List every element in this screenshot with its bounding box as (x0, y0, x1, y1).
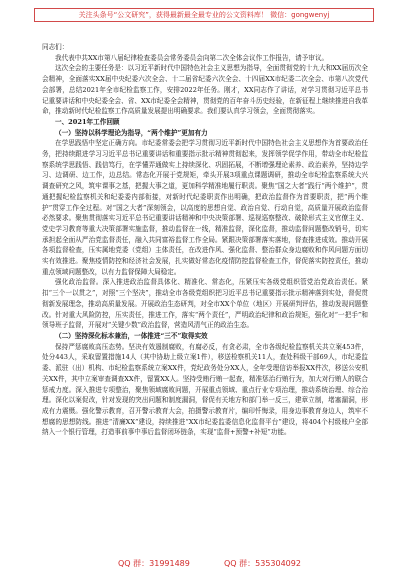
footer-qq-group-left: QQ 群：31991489 (118, 559, 190, 568)
salutation: 同志们： (42, 43, 69, 51)
header-banner: 关注头条号“公文研究”，获得最新最全最专业的公文资料库！ 微信：gongwenyj (34, 8, 374, 22)
footer-qq-group-right: QQ 群：535304092 (224, 559, 301, 568)
footer (0, 557, 408, 571)
body-paragraph: 这次全会的主要任务是：以习近平新时代中国特色社会主义思想为指导，全面贯彻党的十九大和XX届历次全会精神，全面落实XX届中央纪委六次全会、十二届省纪委六次全会、十四届XX市纪委二次全会、市第八次党代会部署，总结2021年全市纪检监察工作，安排2022年任务。刚才，XX同志作了讲话，对学习贯彻习近平总书记重要讲话和中央纪委全会、省、XX市纪委全会精神，贯彻党的百年奋斗历史经验，在新征程上继续推进自我革命，推动新时代纪检监察工作高质量发展提出明确要求。我们要认真学习领会，全面贯彻落实。 (42, 64, 368, 116)
subsection-heading: （二）坚持深化标本兼治，一体推进“三不”取得实效 (55, 331, 208, 340)
subsection-heading: （一）坚持以科学理论为指导，“两个维护”更加有力 (55, 128, 208, 137)
body-paragraph: 在学思践悟中坚定正确方向。市纪委常委会把学习贯彻习近平新时代中国特色社会主义思想作为首要政治任务，把持续跟进学习习近平总书记重要讲话和重要指示批示精神贯彻起来，发挥领学促学作用，带动全市纪检监察系统学思践悟、践信笃行，在学懂弄通做实上持续深化、巩固拓展，不断增强理论素养、政治素养，坚持边学习、边调研、边工作，边总结。常态化开展于党规矩，牵头开展3项重点课题调研，推动全市纪检监察系统大兴调查研究之风，筑牢课事之基，把握大事之道，更加科学精准地履行职责。聚焦“国之大者”践行“两个维护”，贯通把握纪检监察机关和纪委委内部衔接，对新时代纪委职责作出明确，把政治监督作为首要职责，把“两个维护”贯穿工作全过程。对“国之大者”深刻领会，以高度的思想自觉、政治自觉、行动自觉，高质量开展政治监督必然要求。聚焦贯彻落实习近平总书记重要讲话精神和中央决策部署、巡视巡察整改、破除形式主义官僚主义、党史学习教育等重大决策部署实施监督，推动监督在一线，精准监督，深化监督，推动监督问题整改销号，切实承担起全面从严治党监督责任，融入共同富裕监督工作全局。紧跟决策部署落实落地，督查推进成效。推动开展各项监督检查，压实属地党委（党组）主体责任，在改进作风、强化监督、整治群众身边腐败和作风问题方面切实有效推进。聚焦疫情防控和经济社会发展，扎实做好常态化疫情防控监督检查工作，督促落实防控责任，推动重点领域问题整改，以有力监督保障大局稳定。 (42, 139, 368, 276)
document-body (42, 42, 368, 438)
body-paragraph: 强化政治监督。深入推进政治监督具体化、精准化、常态化，压紧压实各级党组织管党治党政治责任。紧扣“三个一以贯之”，对照“三个坚决”，推动全市各级党组织把习近平总书记重要指示批示精神落到实处，督促贯彻新发展理念，推动高质量发展。开展政治生态研判，对全市XX个单位（地区）开展研判评估，推动发现问题整改。针对重大风险防控，压实责任，推进工作，落实“两个责任”，严明政治纪律和政治规矩，强化对“一把手”和领导班子监督，开展对“关键少数”政治监督，营造风清气正的政治生态。 (42, 278, 368, 330)
body-paragraph: 保持严惩腐败高压态势。坚决有效遏制腐败，有腐必反，有贪必肃，全市各级纪检监察机关共立案453件，处分443人，采取留置措施14人（其中协助上级立案1件），移送检察机关11人，查处科级干部69人，市纪委监委、派驻（出）机构、市纪检监察系统立案XX件，党纪政务处分XX人，全年受理信访举报XX件次，移送公安机关XX件，其中立案审查调查XX件，留置XX人。坚持受贿行贿一起查，精准惩治行贿行为，加大对行贿人的联合惩戒力度。深入推进专项整治，聚焦领域腐败问题，开展重点领域、重点行业专项治理，推动系统治理、综合治理。深化以案促改，针对发现的突出问题和制度漏洞，督促有关地方和部门举一反三，建章立制，堵塞漏洞，形成有力震慑。强化警示教育，召开警示教育大会，拍摄警示教育片，编印忏悔录，用身边事教育身边人，筑牢不想腐的思想防线。推进“清廉XX”建设，持续推进“XX市纪委监委信息化监督平台”建设，将404个村级账户全部纳入一个银行管理，打造事前事中事后监督闭环链条，实现“监督+预警+补短”功能。 (42, 342, 368, 437)
section-heading: 一、2021年工作回顾 (55, 117, 120, 126)
body-paragraph: 我代表中共XX市第八届纪律检查委员会常务委员会向第二次全体会议作工作报告，请予审议。 (55, 53, 329, 62)
